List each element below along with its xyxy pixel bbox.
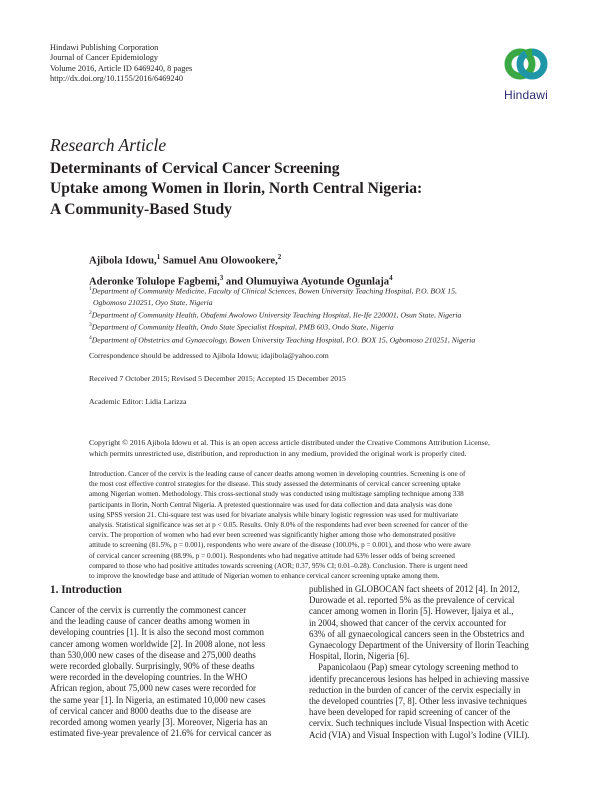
body-line: cancer among women in Ilorin [5]. However, Ijaiya et al.,: [309, 606, 514, 617]
abstract: [89, 469, 471, 581]
body-line: 63% of all gynaecological cancers seen in the Obstetrics and: [309, 628, 525, 639]
affiliation-number: 3: [89, 322, 92, 329]
affiliation-marker: 1: [156, 253, 161, 261]
abstract-line: participants in Ilorin, North Central Nigeria. A pretested questionnaire was used for data collection and data analysis was done: [89, 500, 453, 509]
affiliation-number: 4: [89, 334, 92, 341]
body-line: estimated five-year prevalence of 21.6% for cervical cancer as: [50, 728, 272, 739]
body-line: in 2004, showed that cancer of the cervix accounted for: [309, 617, 507, 628]
body-line: were recorded in the developing countries. In the WHO: [50, 672, 248, 683]
body-line: reduction in the burden of cancer of the cervix especially in: [309, 684, 521, 695]
journal-name: Journal of Cancer Epidemiology: [50, 53, 159, 63]
body-line: of cervical cancer and 8000 deaths due to the disease are: [50, 705, 252, 716]
article-type: Research Article: [50, 135, 167, 155]
author-name: Samuel Anu Olowookere,: [160, 255, 278, 267]
abstract-line: compared to those who had positive attitudes towards screening (AOR; 0.37, 95% CI; 0.01–0.28). Conclusion. There is urgent need: [89, 561, 468, 570]
hindawi-logo[interactable]: [491, 41, 561, 107]
abstract-line: among Nigerian women. Methodology. This cross-sectional study was conducted using multistage sampling technique among 338: [89, 490, 464, 499]
publisher-line: Hindawi Publishing Corporation: [50, 43, 159, 52]
affiliation-item: [89, 320, 559, 333]
abstract-line: of cervical cancer screening (88.9%, p = 0.001). Respondents who had negative attitude had 63% lesser odds of being screened: [89, 551, 455, 560]
body-line: cancer among women worldwide [2]. In 2008 alone, not less: [50, 638, 266, 649]
body-line: the developed countries [7, 8]. Other less invasive techniques: [309, 696, 527, 707]
body-line: Hospital, Ilorin, Nigeria [6].: [309, 651, 410, 662]
author-name: Ajibola Idowu,: [89, 255, 157, 267]
abstract-line: attitude to screening (81.5%, p = 0.001), respondents who were aware of the disease (100.0%, p = 0.001), and those who were aware: [89, 541, 471, 550]
affiliation-list: [89, 284, 559, 345]
affiliation-number: 1: [89, 286, 92, 292]
affiliation-text: Department of Community Health, Obafemi Awolowo University Teaching Hospital, Ile-Ife 220001, Osun State, Nigeria: [91, 310, 462, 320]
body-line: identify precancerous lesions has helped in achieving massive: [309, 673, 530, 684]
received-dates: Received 7 October 2015; Revised 5 December 2015; Accepted 15 December 2015: [89, 374, 346, 383]
body-line: cervix. Such techniques include Visual Inspection with Acetic: [309, 718, 529, 729]
copyright-line: Copyright © 2016 Ajibola Idowu et al. This is an open access article distributed under the Creative Commons Attribution License,: [89, 438, 490, 447]
body-column-left: [50, 605, 272, 739]
copyright-line: which permits unrestricted use, distribution, and reproduction in any medium, provided the original work is properly cited.: [89, 449, 467, 458]
journal-header: [50, 43, 192, 85]
body-line: Durowade et al. reported 5% as the prevalence of cervical: [309, 595, 515, 606]
section-heading: 1. Introduction: [50, 584, 122, 596]
affiliation-text: Department of Obstetrics and Gynaecology, Bowen University Teaching Hospital, P.O. BOX 15, Ogbomoso 210251, Nigeria: [91, 335, 476, 345]
body-line: the same year [1]. In Nigeria, an estimated 10,000 new cases: [50, 694, 266, 705]
article-title: [50, 159, 550, 220]
author-line: [89, 249, 393, 270]
title-line: A Community-Based Study: [50, 200, 232, 218]
affiliation-number: 2: [89, 309, 92, 316]
affiliation-marker: 2: [277, 253, 282, 261]
affiliation-marker: 4: [389, 273, 393, 282]
abstract-line: Introduction. Cancer of the cervix is the leading cause of cancer deaths among women in developing countries. Screening is one of: [89, 470, 466, 478]
abstract-line: cervix. The proportion of women who had ever been screened was significantly higher among those who demonstrated positive: [89, 531, 456, 540]
title-line: Uptake among Women in Ilorin, North Central Nigeria:: [50, 180, 423, 198]
author-name: and Olumuyiwa Ayotunde Ogunlaja: [223, 276, 390, 288]
affiliation-item-continued: Ogbomoso 210251, Oyo State, Nigeria: [93, 297, 213, 307]
body-line: developing countries [1]. It is also the second most common: [50, 627, 264, 638]
affiliation-item: [89, 333, 559, 346]
hindawi-logo-icon: [503, 41, 549, 87]
title-line: Determinants of Cervical Cancer Screening: [50, 160, 340, 177]
author-name: Aderonke Tolulope Fagbemi,: [89, 276, 220, 288]
body-line: than 530,000 new cases of the disease and 275,000 deaths: [50, 649, 256, 660]
body-column-right: [309, 584, 529, 741]
volume-line: Volume 2016, Article ID 6469240, 8 pages: [50, 63, 193, 73]
body-line: published in GLOBOCAN fact sheets of 2012 [4]. In 2012,: [309, 584, 520, 594]
abstract-line: using SPSS version 21. Chi-square test was used for bivariate analysis while binary logistic regression was used for multivariate: [89, 510, 459, 519]
body-line: and the leading cause of cancer deaths among women in: [50, 616, 250, 627]
body-line: were recorded globally. Surprisingly, 90% of these deaths: [50, 661, 255, 672]
affiliation-item: [89, 284, 559, 297]
doi-link[interactable]: http://dx.doi.org/10.1155/2016/6469240: [50, 74, 183, 84]
body-line: have been developed for rapid screening of cancer of the: [309, 707, 511, 718]
abstract-line: to improve the knowledge base and attitude of Nigerian women to enhance cervical cancer screening uptake among them.: [89, 572, 440, 581]
body-line: Acid (VIA) and Visual Inspection with Lugol’s Iodine (VILI).: [309, 729, 530, 740]
hindawi-wordmark: Hindawi: [503, 88, 549, 102]
body-line: Cancer of the cervix is currently the commonest cancer: [50, 605, 247, 615]
affiliation-text: Department of Community Health, Ondo State Specialist Hospital, PMB 603, Ondo State, Nigeria: [91, 322, 394, 332]
copyright-notice: [89, 437, 490, 459]
body-line: Papanicolaou (Pap) smear cytology screening method to: [318, 662, 519, 673]
abstract-line: analysis. Statistical significance was set at p < 0.05. Results. Only 8.0% of the respondents had ever been screened for cancer of the: [89, 521, 468, 530]
body-line: recorded among women yearly [3]. Moreover, Nigeria has an: [50, 717, 268, 728]
academic-editor: Academic Editor: Lidia Larizza: [89, 397, 187, 406]
body-line: African region, about 75,000 new cases were recorded for: [50, 683, 257, 694]
affiliation-text: Department of Community Medicine, Faculty of Clinical Sciences, Bowen University Teaching Hospital, P.O. BOX 15,: [91, 286, 457, 296]
correspondence: Correspondence should be addressed to Ajibola Idowu; idajibola@yahoo.com: [89, 351, 329, 360]
body-line: Gynaecology Department of the University of Ilorin Teaching: [309, 640, 529, 651]
affiliation-item: [89, 308, 559, 321]
affiliation-marker: 3: [219, 273, 224, 282]
abstract-line: the most cost effective control strategies for the disease. This study assessed the determinants of cervical cancer screening uptake: [89, 480, 461, 489]
